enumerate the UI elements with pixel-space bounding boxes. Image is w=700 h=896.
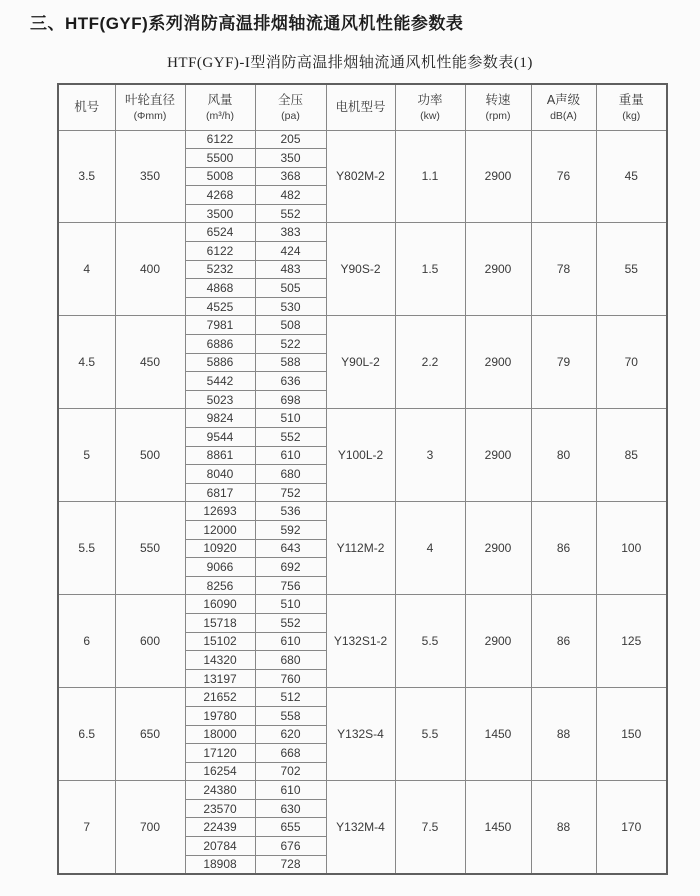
cell-power: 2.2 [395,316,465,409]
cell-air-volume: 9066 [185,558,255,577]
cell-total-pressure: 522 [255,335,326,354]
cell-speed: 2900 [465,223,531,316]
header-unit: (kg) [622,109,641,122]
cell-total-pressure: 668 [255,744,326,763]
cell-weight: 55 [596,223,667,316]
cell-air-volume: 9544 [185,428,255,447]
cell-total-pressure: 530 [255,297,326,316]
header-unit: (pa) [281,109,300,122]
cell-total-pressure: 655 [255,818,326,837]
cell-impeller-diameter: 400 [115,223,185,316]
cell-weight: 125 [596,595,667,688]
table-header-row [58,84,667,130]
cell-total-pressure: 205 [255,130,326,149]
cell-air-volume: 6122 [185,242,255,261]
cell-total-pressure: 676 [255,837,326,856]
cell-speed: 2900 [465,409,531,502]
header-label: 电机型号 [335,99,386,114]
header-label: 重量 [618,92,644,107]
cell-air-volume: 21652 [185,688,255,707]
cell-total-pressure: 728 [255,855,326,874]
cell-air-volume: 12693 [185,502,255,521]
cell-impeller-diameter: 650 [115,688,185,781]
cell-air-volume: 20784 [185,837,255,856]
cell-noise-level: 80 [531,409,596,502]
cell-total-pressure: 552 [255,204,326,223]
cell-power: 1.1 [395,130,465,223]
cell-total-pressure: 610 [255,632,326,651]
table-subtitle: HTF(GYF)-I型消防高温排烟轴流通风机性能参数表(1) [167,55,533,71]
cell-air-volume: 16254 [185,762,255,781]
cell-total-pressure: 680 [255,465,326,484]
cell-air-volume: 5023 [185,390,255,409]
cell-air-volume: 7981 [185,316,255,335]
cell-motor-model: Y132M-4 [326,781,395,874]
cell-total-pressure: 552 [255,428,326,447]
cell-total-pressure: 508 [255,316,326,335]
cell-fan-size: 5 [58,409,115,502]
cell-motor-model: Y132S1-2 [326,595,395,688]
cell-impeller-diameter: 450 [115,316,185,409]
column-header-3 [255,84,326,130]
cell-air-volume: 24380 [185,781,255,800]
cell-total-pressure: 680 [255,651,326,670]
table-row [58,409,667,428]
cell-total-pressure: 510 [255,595,326,614]
cell-total-pressure: 752 [255,483,326,502]
cell-fan-size: 4.5 [58,316,115,409]
cell-motor-model: Y112M-2 [326,502,395,595]
cell-air-volume: 5232 [185,260,255,279]
header-label: A声级 [546,92,581,107]
cell-total-pressure: 368 [255,167,326,186]
cell-speed: 1450 [465,688,531,781]
cell-air-volume: 4268 [185,186,255,205]
cell-air-volume: 5886 [185,353,255,372]
cell-air-volume: 18908 [185,855,255,874]
cell-motor-model: Y132S-4 [326,688,395,781]
cell-air-volume: 15102 [185,632,255,651]
cell-total-pressure: 512 [255,688,326,707]
header-unit: (rpm) [485,109,511,122]
cell-weight: 70 [596,316,667,409]
column-header-2 [185,84,255,130]
cell-speed: 2900 [465,130,531,223]
column-header-6 [465,84,531,130]
cell-total-pressure: 383 [255,223,326,242]
cell-air-volume: 12000 [185,520,255,539]
header-unit: dB(A) [550,109,577,122]
cell-total-pressure: 692 [255,558,326,577]
fan-parameters-table [57,83,668,875]
cell-air-volume: 10920 [185,539,255,558]
cell-total-pressure: 760 [255,669,326,688]
cell-air-volume: 22439 [185,818,255,837]
cell-air-volume: 4868 [185,279,255,298]
column-header-5 [395,84,465,130]
cell-total-pressure: 756 [255,576,326,595]
cell-fan-size: 3.5 [58,130,115,223]
cell-weight: 170 [596,781,667,874]
cell-total-pressure: 505 [255,279,326,298]
table-row [58,502,667,521]
cell-total-pressure: 552 [255,613,326,632]
cell-total-pressure: 483 [255,260,326,279]
cell-air-volume: 17120 [185,744,255,763]
column-header-1 [115,84,185,130]
table-row [58,688,667,707]
cell-total-pressure: 482 [255,186,326,205]
cell-air-volume: 6886 [185,335,255,354]
column-header-7 [531,84,596,130]
cell-power: 7.5 [395,781,465,874]
table-row [58,781,667,800]
header-unit: (m³/h) [206,109,234,122]
page-title: 三、HTF(GYF)系列消防高温排烟轴流通风机性能参数表 [30,14,464,33]
cell-motor-model: Y802M-2 [326,130,395,223]
table-body [58,130,667,874]
column-header-4 [326,84,395,130]
cell-fan-size: 5.5 [58,502,115,595]
cell-air-volume: 6524 [185,223,255,242]
cell-air-volume: 8040 [185,465,255,484]
cell-speed: 1450 [465,781,531,874]
cell-total-pressure: 620 [255,725,326,744]
cell-air-volume: 5500 [185,149,255,168]
cell-noise-level: 88 [531,781,596,874]
table-row [58,595,667,614]
cell-air-volume: 3500 [185,204,255,223]
cell-noise-level: 76 [531,130,596,223]
cell-total-pressure: 592 [255,520,326,539]
header-label: 叶轮直径 [124,92,175,107]
header-label: 功率 [417,92,443,107]
cell-air-volume: 6817 [185,483,255,502]
cell-noise-level: 79 [531,316,596,409]
cell-fan-size: 6.5 [58,688,115,781]
cell-total-pressure: 702 [255,762,326,781]
cell-impeller-diameter: 500 [115,409,185,502]
header-label: 风量 [207,92,233,107]
cell-weight: 85 [596,409,667,502]
cell-air-volume: 18000 [185,725,255,744]
cell-motor-model: Y90S-2 [326,223,395,316]
header-label: 机号 [74,99,100,114]
cell-air-volume: 9824 [185,409,255,428]
cell-fan-size: 6 [58,595,115,688]
cell-noise-level: 88 [531,688,596,781]
cell-noise-level: 86 [531,502,596,595]
cell-total-pressure: 588 [255,353,326,372]
cell-air-volume: 16090 [185,595,255,614]
cell-air-volume: 15718 [185,613,255,632]
cell-motor-model: Y90L-2 [326,316,395,409]
cell-power: 5.5 [395,595,465,688]
cell-air-volume: 5008 [185,167,255,186]
table-row [58,130,667,149]
cell-noise-level: 78 [531,223,596,316]
cell-air-volume: 5442 [185,372,255,391]
cell-total-pressure: 698 [255,390,326,409]
cell-noise-level: 86 [531,595,596,688]
cell-impeller-diameter: 700 [115,781,185,874]
cell-impeller-diameter: 600 [115,595,185,688]
column-header-8 [596,84,667,130]
cell-total-pressure: 424 [255,242,326,261]
cell-air-volume: 23570 [185,799,255,818]
cell-fan-size: 7 [58,781,115,874]
cell-power: 3 [395,409,465,502]
cell-speed: 2900 [465,595,531,688]
cell-air-volume: 8861 [185,446,255,465]
cell-total-pressure: 630 [255,799,326,818]
cell-air-volume: 14320 [185,651,255,670]
cell-impeller-diameter: 550 [115,502,185,595]
cell-speed: 2900 [465,502,531,595]
cell-power: 4 [395,502,465,595]
cell-impeller-diameter: 350 [115,130,185,223]
cell-speed: 2900 [465,316,531,409]
cell-total-pressure: 510 [255,409,326,428]
cell-power: 5.5 [395,688,465,781]
cell-air-volume: 8256 [185,576,255,595]
cell-weight: 150 [596,688,667,781]
cell-motor-model: Y100L-2 [326,409,395,502]
header-label: 全压 [277,92,303,107]
header-unit: (kw) [420,109,440,122]
cell-weight: 45 [596,130,667,223]
cell-air-volume: 4525 [185,297,255,316]
header-unit: (Φmm) [133,109,167,122]
cell-total-pressure: 643 [255,539,326,558]
cell-total-pressure: 610 [255,781,326,800]
header-label: 转速 [485,92,511,107]
cell-weight: 100 [596,502,667,595]
cell-total-pressure: 350 [255,149,326,168]
cell-air-volume: 6122 [185,130,255,149]
column-header-0 [58,84,115,130]
table-row [58,223,667,242]
cell-power: 1.5 [395,223,465,316]
cell-total-pressure: 636 [255,372,326,391]
cell-air-volume: 13197 [185,669,255,688]
table-row [58,316,667,335]
cell-total-pressure: 610 [255,446,326,465]
cell-total-pressure: 558 [255,706,326,725]
cell-air-volume: 19780 [185,706,255,725]
cell-fan-size: 4 [58,223,115,316]
cell-total-pressure: 536 [255,502,326,521]
